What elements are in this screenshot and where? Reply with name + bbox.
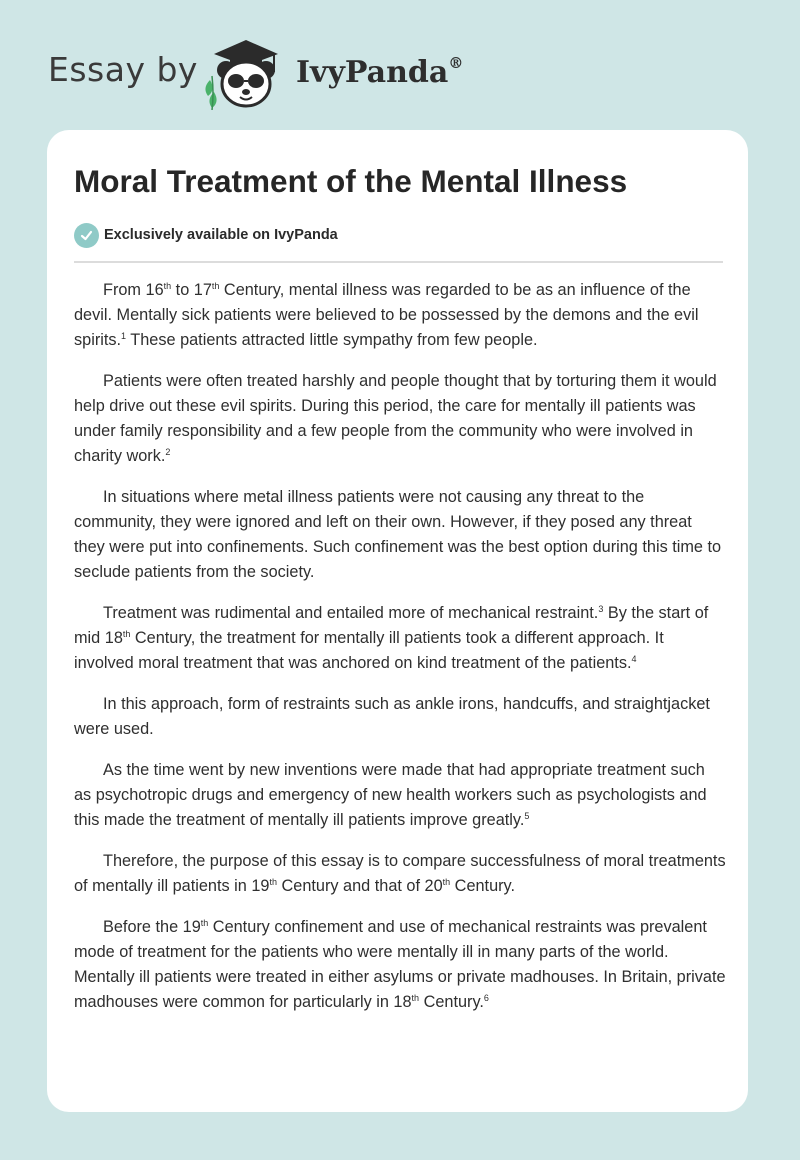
ordinal-suffix: th (269, 876, 277, 887)
paragraph (74, 485, 726, 585)
paragraph-text: Century, the treatment for mentally ill patients took a different approach. It involved moral treatment that was anchored on kind treatment of the patients. (74, 628, 664, 672)
article-body (74, 278, 726, 1031)
check-icon (74, 223, 99, 248)
paragraph-text: By the start of mid 18 (74, 603, 709, 647)
footnote-ref: 6 (483, 992, 489, 1003)
ordinal-suffix: th (442, 876, 451, 887)
paragraph (74, 692, 726, 742)
ordinal-suffix: th (122, 628, 131, 639)
badge-text: Exclusively available on IvyPanda (104, 227, 338, 243)
paragraph (74, 601, 726, 676)
ordinal-suffix: th (211, 281, 220, 291)
paragraph-text: to 17 (171, 281, 212, 299)
footnote-ref: 3 (598, 603, 604, 614)
paragraph (74, 278, 726, 353)
footnote-ref: 1 (121, 330, 127, 341)
paragraph-text: In situations where metal illness patients were not causing any threat to the community, they were ignored and left on their own. However, if they posed any threat they were put into confinements. Such confinement was the best option during this time to seclude patients from the society. (74, 487, 722, 581)
article-card (47, 130, 748, 1112)
paragraph-text: These patients attracted little sympathy from few people. (126, 330, 538, 349)
ivypanda-panda-logo-icon (200, 36, 292, 110)
essay-by-label: Essay by (48, 50, 198, 89)
paragraph-text: Century confinement and use of mechanical restraints was prevalent mode of treatment for the patients who were mentally ill in many parts of the world. Mentally ill patients were treated in either asylums or private madhouses. In Britain, private madhouses were common for particularly in 18 (74, 918, 726, 1011)
divider (74, 261, 723, 263)
paragraph (74, 758, 726, 833)
paragraph (74, 849, 726, 899)
site-header (48, 36, 548, 110)
paragraph-text: Century, mental illness was regarded to be as an influence of the devil. Mentally sick patients were believed to be possessed by the demons and the evil spirits. (74, 281, 699, 349)
paragraph-text: Century. (419, 992, 484, 1011)
paragraph-text: Treatment was rudimental and entailed more of mechanical restraint. (103, 603, 599, 622)
paragraph-text: As the time went by new inventions were made that had appropriate treatment such as psychotropic drugs and emergency of new health workers such as psychologists and this made the treatment of mentally ill patients improve greatly. (74, 760, 707, 829)
paragraph-text: From 16 (103, 281, 164, 299)
footnote-ref: 2 (165, 446, 171, 457)
ordinal-suffix: th (411, 992, 420, 1003)
exclusive-badge (74, 222, 338, 248)
footnote-ref: 4 (631, 653, 637, 664)
page-title: Moral Treatment of the Mental Illness (74, 163, 628, 199)
ivypanda-brand: IvyPanda® (296, 54, 464, 90)
ordinal-suffix: th (200, 918, 209, 929)
paragraph-text: Century. (450, 876, 516, 895)
paragraph (74, 369, 726, 469)
footnote-ref: 5 (524, 810, 530, 821)
paragraph-text: Before the 19 (103, 918, 201, 937)
paragraph (74, 915, 726, 1015)
paragraph-text: Therefore, the purpose of this essay is to compare successfulness of moral treatments of mentally ill patients in 19 (74, 852, 726, 895)
ordinal-suffix: th (163, 281, 172, 291)
paragraph-text: Patients were often treated harshly and people thought that by torturing them it would help drive out these evil spirits. During this period, the care for mentally ill patients was under family responsibility and a few people from the community who were involved in charity work. (74, 372, 717, 465)
paragraph-text: Century and that of 20 (277, 876, 443, 895)
paragraph-text: In this approach, form of restraints such as ankle irons, handcuffs, and straightjacket were used. (74, 694, 710, 738)
